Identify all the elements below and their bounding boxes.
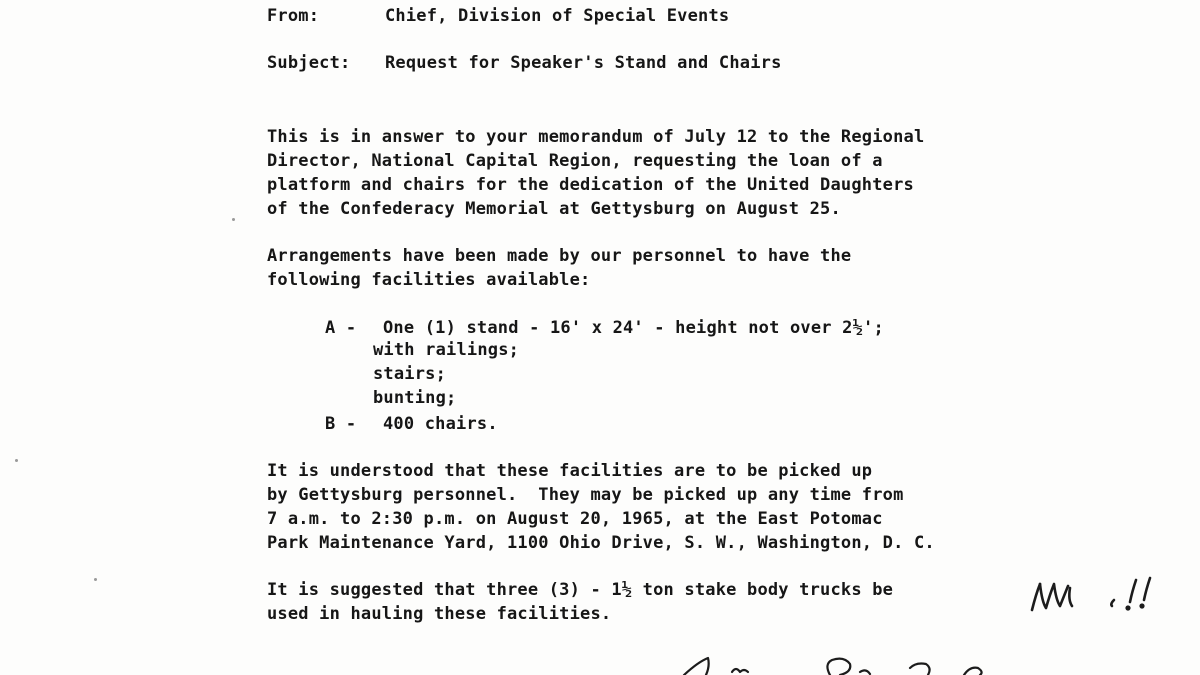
facilities-list [267,316,1067,436]
margin-handwriting [1026,572,1166,622]
paper-speck [94,578,97,581]
paragraph-pickup [267,459,1067,555]
subject-row [267,51,1067,75]
from-value: Chief, Division of Special Events [385,6,730,26]
paragraph-line: 7 a.m. to 2:30 p.m. on August 20, 1965, at the East Potomac [267,509,883,529]
paragraph-line: used in hauling these facilities. [267,604,612,624]
paragraph-line: Director, National Capital Region, requesting the loan of a [267,151,883,171]
paragraph-line: of the Confederacy Memorial at Gettysburg on August 25. [267,199,841,219]
paragraph-trucks [267,578,1067,626]
memo-document [267,4,1067,626]
list-item-letter: A - [325,318,357,338]
list-item-subline: stairs; [373,364,447,384]
list-item-b [267,412,1067,436]
list-item-a [267,316,1067,340]
subject-label: Subject: [267,53,351,73]
paragraph-line: Park Maintenance Yard, 1100 Ohio Drive, S. W., Washington, D. C. [267,533,935,553]
from-label: From: [267,6,320,26]
paragraph-line: platform and chairs for the dedication of the United Daughters [267,175,914,195]
paper-speck [15,459,18,462]
paragraph-line: This is in answer to your memorandum of July 12 to the Regional [267,127,925,147]
paper-speck [232,218,235,221]
paragraph-answer [267,125,1067,221]
paragraph-line: Arrangements have been made by our personnel to have the [267,246,852,266]
list-item-subline: with railings; [373,340,520,360]
list-item-text: One (1) stand - 16' x 24' - height not over 2½'; [383,318,884,338]
paragraph-line: following facilities available: [267,270,591,290]
signature [680,650,1000,675]
from-row [267,4,1067,28]
subject-value: Request for Speaker's Stand and Chairs [385,53,782,73]
paragraph-line: by Gettysburg personnel. They may be picked up any time from [267,485,904,505]
list-item-letter: B - [325,414,357,434]
paragraph-line: It is suggested that three (3) - 1½ ton stake body trucks be [267,580,894,600]
paragraph-line: It is understood that these facilities are to be picked up [267,461,873,481]
list-item-subline: bunting; [373,388,457,408]
paragraph-arrangements [267,244,1067,292]
list-item-text: 400 chairs. [383,414,498,434]
